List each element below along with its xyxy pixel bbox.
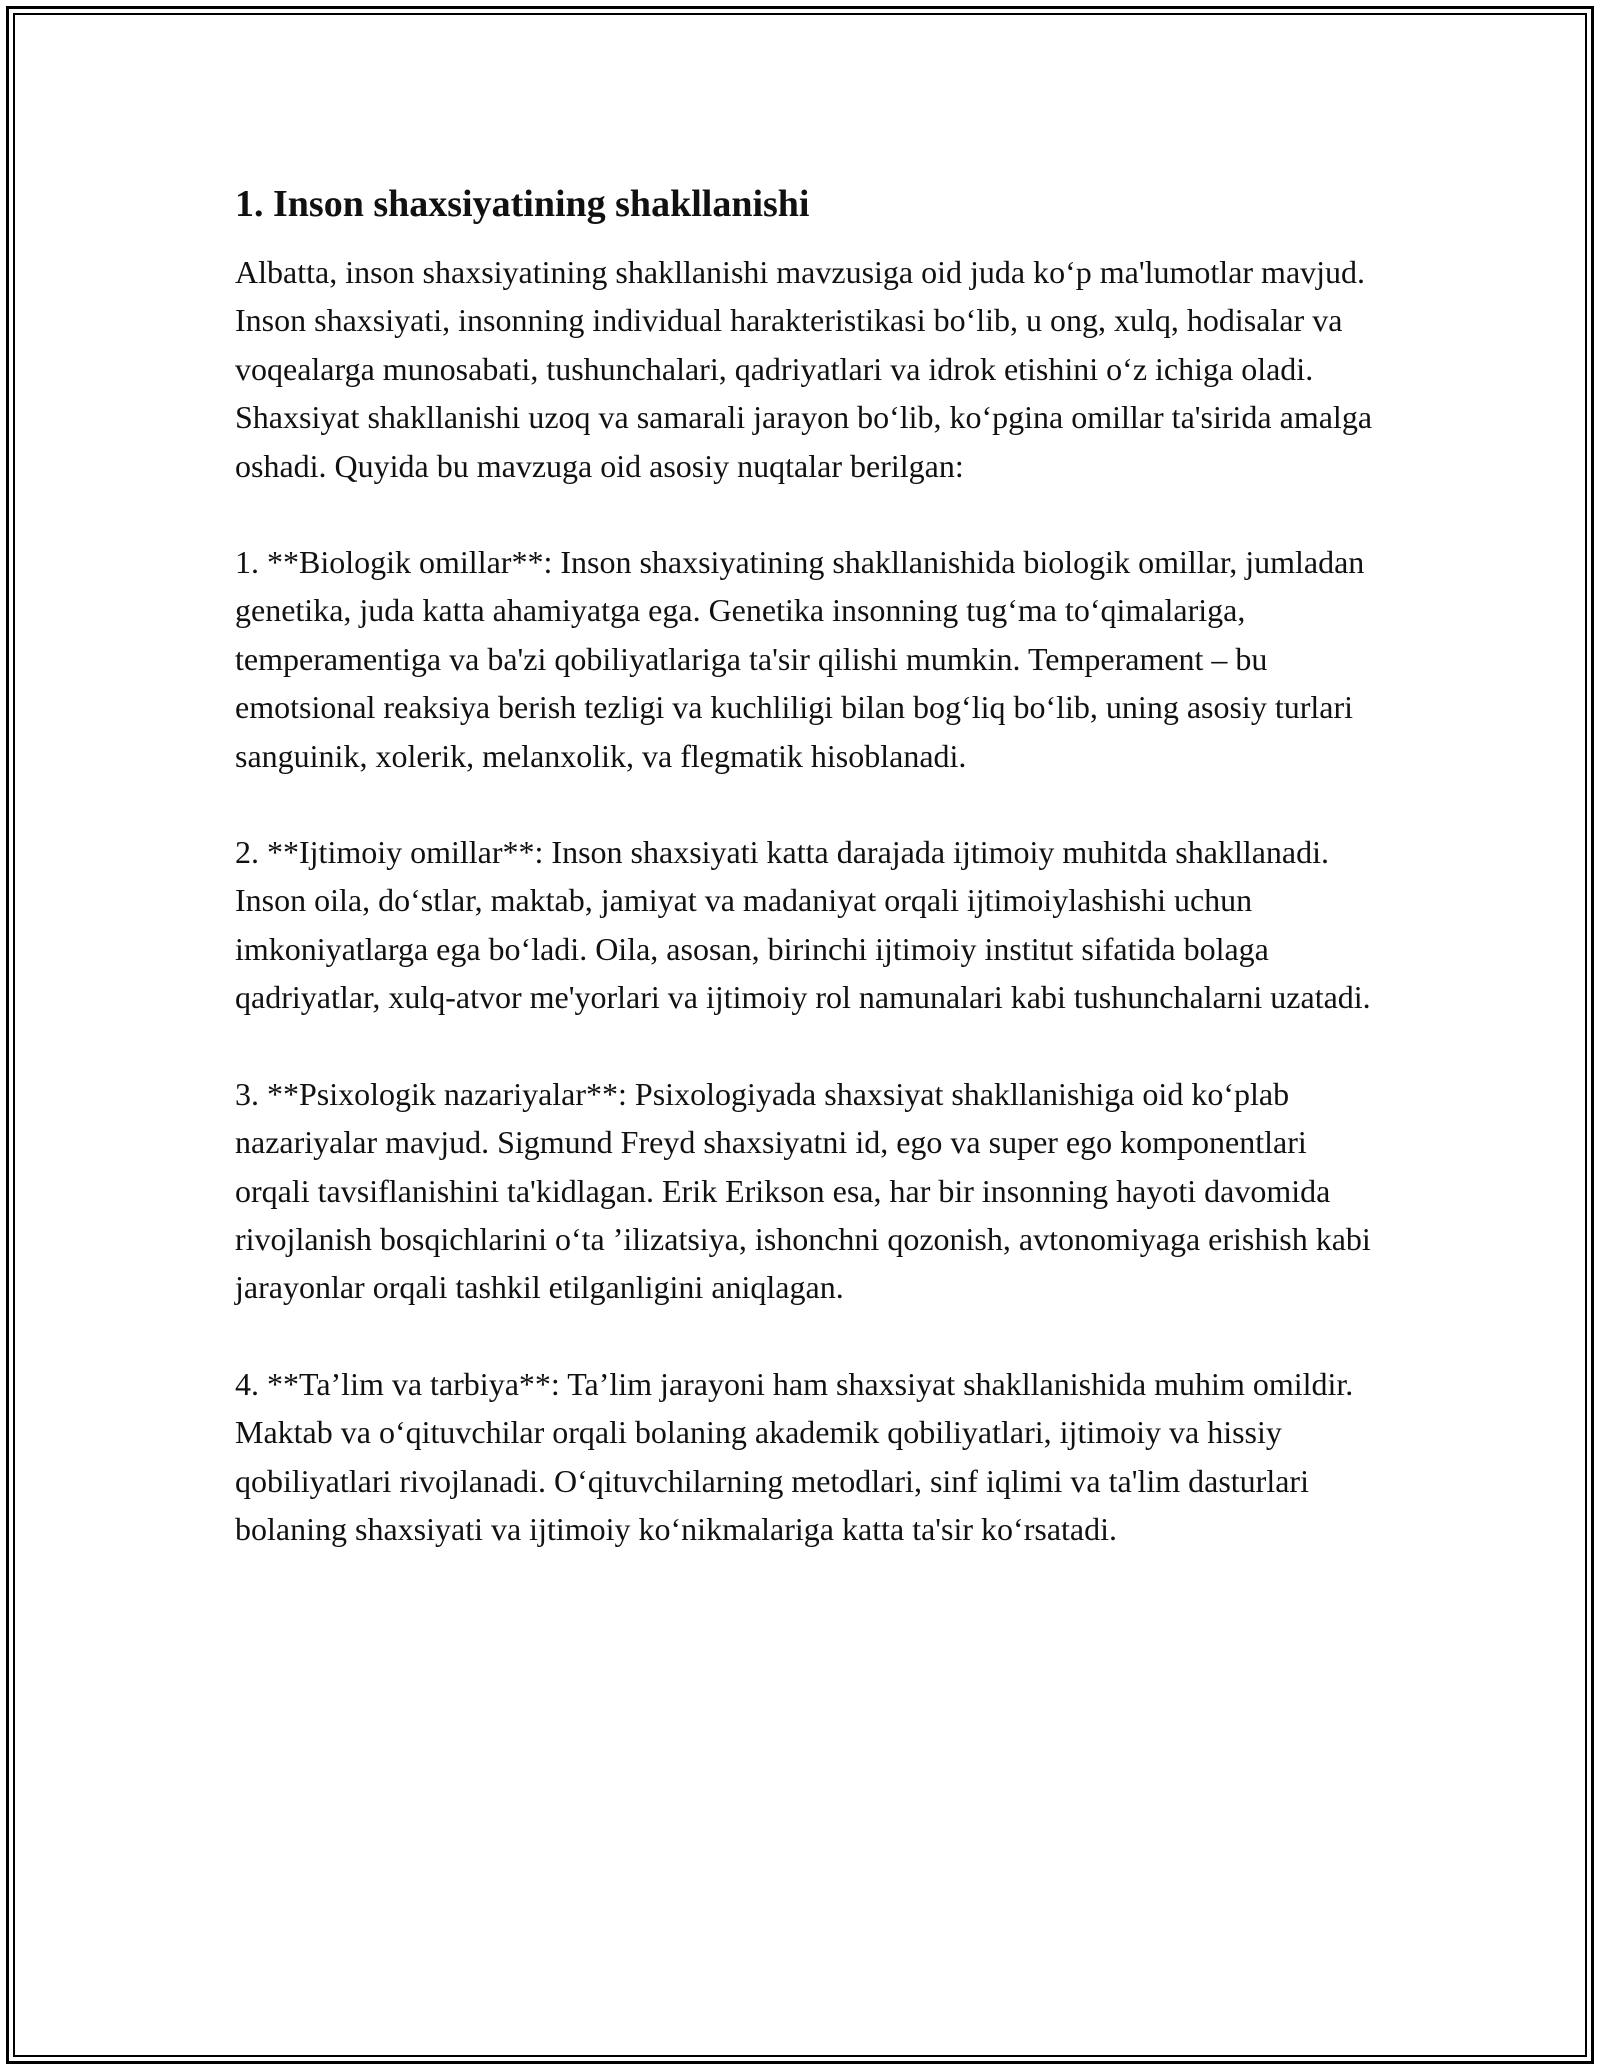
paragraph-intro: Albatta, inson shaxsiyatining shakllanishi mavzusiga oid juda ko‘p ma'lumotlar mavjud. Inson shaxsiyati, insonning individual harakteristikasi bo‘lib, u ong, xulq, hodisalar va voqealarga munosabati, tushunchalari, qadriyatlari va idrok etishini o‘z ichiga oladi. Shaxsiyat shakllanishi uzoq va samarali jarayon bo‘lib, ko‘pgina omillar ta'sirida amalga oshadi. Quyida bu mavzuga oid asosiy nuqtalar berilgan:: [235, 254, 1373, 484]
paragraph-psychological-theories: 3. **Psixologik nazariyalar**: Psixologiyada shaxsiyat shakllanishiga oid ko‘plab nazariyalar mavjud. Sigmund Freyd shaxsiyatni id, ego va super ego komponentlari orqali tavsiflanishini ta'kidlagan. Erik Erikson esa, har bir insonning hayoti davomida rivojlanish bosqichlarini o‘ta ’ilizatsiya, ishonchni qozonish, avtonomiyaga erishish kabi jarayonlar orqali tashkil etilganligini aniqlagan.: [235, 1075, 1371, 1306]
document-body: [235, 180, 1375, 1601]
paragraph-biological-factors: 1. **Biologik omillar**: Inson shaxsiyatining shakllanishida biologik omillar, jumladan genetika, juda katta ahamiyatga ega. Genetika insonning tug‘ma to‘qimalariga, temperamentiga va ba'zi qobiliyatlariga ta'sir qilishi mumkin. Temperament – bu emotsional reaksiya berish tezligi va kuchliligi bilan bog‘liq bo‘lib, uning asosiy turlari sanguinik, xolerik, melanxolik, va flegmatik hisoblanadi.: [235, 544, 1365, 774]
document-title: 1. Inson shaxsiyatining shakllanishi: [235, 183, 810, 225]
paragraph-social-factors: 2. **Ijtimoiy omillar**: Inson shaxsiyati katta darajada ijtimoiy muhitda shakllanadi. Inson oila, do‘stlar, maktab, jamiyat va madaniyat orqali ijtimoiylashishi uchun imkoniyatlarga ega bo‘ladi. Oila, asosan, birinchi ijtimoiy institut sifatida bolaga qadriyatlar, xulq-atvor me'yorlari va ijtimoiy rol namunalari kabi tushunchalarni uzatadi.: [235, 834, 1371, 1016]
paragraph-education: 4. **Ta’lim va tarbiya**: Ta’lim jarayoni ham shaxsiyat shakllanishida muhim omildir. Maktab va o‘qituvchilar orqali bolaning akademik qobiliyatlari, ijtimoiy va hissiy qobiliyatlari rivojlanadi. O‘qituvchilarning metodlari, sinf iqlimi va ta'lim dasturlari bolaning shaxsiyati va ijtimoiy ko‘nikmalariga katta ta'sir ko‘rsatadi.: [235, 1365, 1354, 1547]
